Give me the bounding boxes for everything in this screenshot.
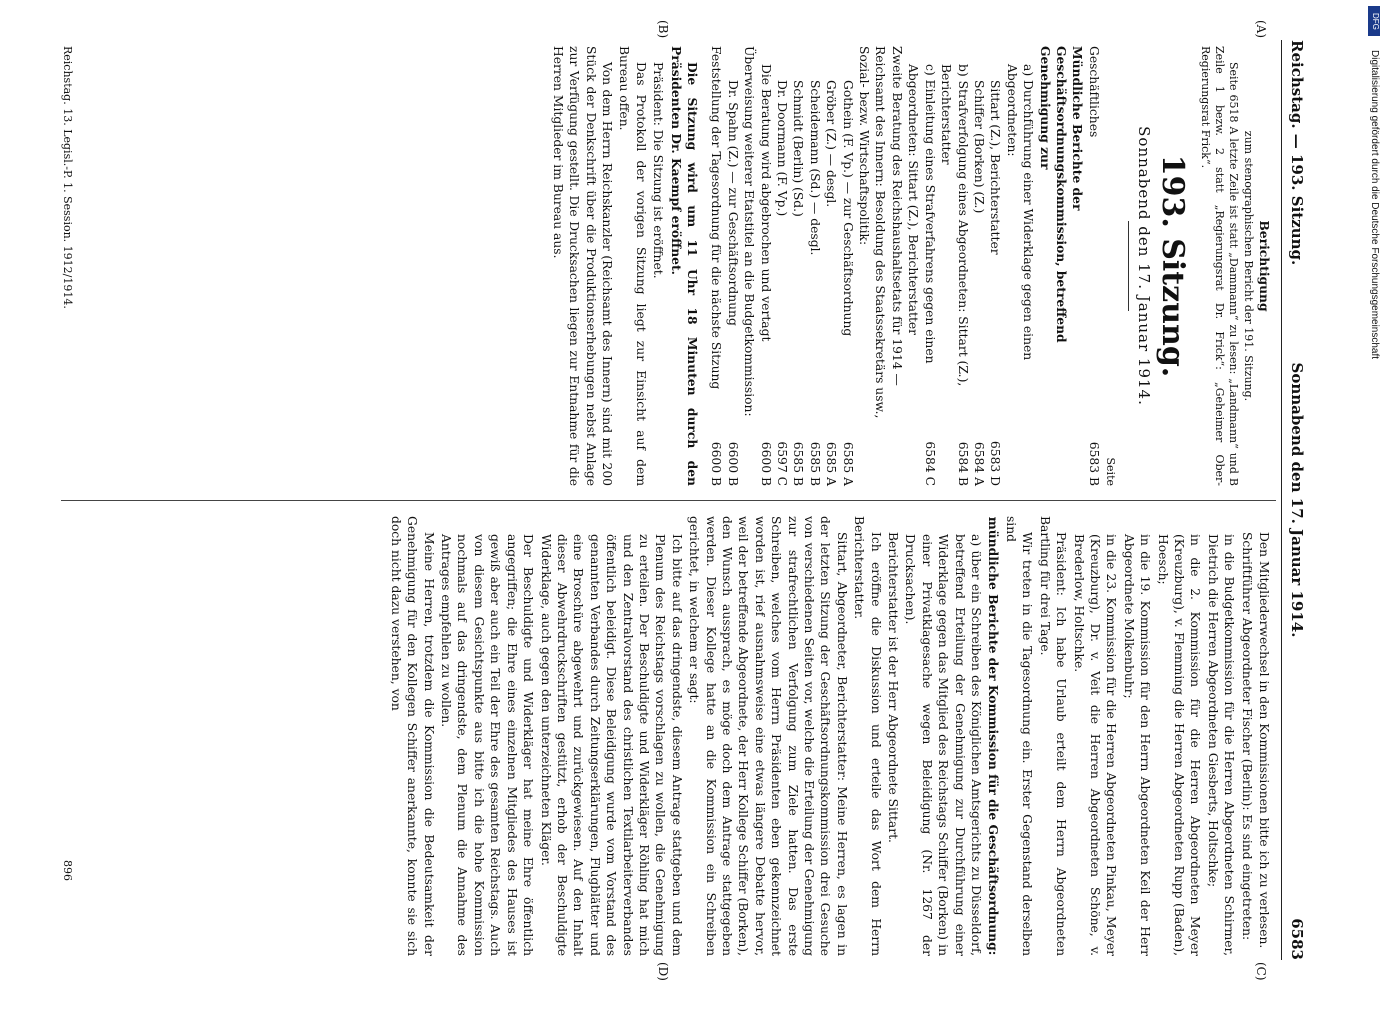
session-date: Sonnabend den 17. Januar 1914. [1134, 126, 1153, 406]
quote: Der Beschuldigte und Widerkläger hat meine Ehre öffentlich angegriffen; die Ehre eines einzelnen Mitgliedes des Hauses ist gewiß aber auch ein Teil der Ehre des gesamten Reichstags. Auch von diesem Gesichtspunkte aus bitte ich die hohe Kommission nochmals auf das dringendste, dem Plenum die Annahme des Antrages empfehlen zu wollen. [439, 534, 536, 956]
margin-label-c: (C) [1254, 962, 1268, 981]
paragraph: Meine Herren, trotzdem die Kommission die Bedeutsamkeit der Genehmigung für den Kollegen Schiffer anerkannte, konnte sie sich doch nicht dazu verstehen, von [388, 516, 436, 956]
document-page [50, 20, 1310, 981]
toc-entry: Dr. Spahn (Z.) — zur Geschäftsordnung 6600 B [725, 80, 740, 486]
correction-subtitle: zum stenographischen Bericht der 191. Sitzung. [1241, 130, 1255, 402]
session-title: 193. Sitzung. [1154, 154, 1190, 378]
page-number: 6583 [1288, 918, 1306, 960]
toc-entry: Die Beratung wird abgebrochen und vertagt 6600 B [758, 64, 773, 486]
left-column [548, 46, 1272, 486]
toc-entry: Schmidt (Berlin) (Sd.) 6585 B [791, 80, 806, 486]
correction-title: Berichtigung [1257, 220, 1272, 312]
paragraph: Sittart, Abgeordneter, Berichterstatter: Meine Herren, es lagen in der letzten Sitzung der Geschäftsordnungskommission drei Gesuche von verschiedenen Seiten vor, welche die Erteilung der Genehmigung zur strafrechtlichen Verfolgung zum Ziele hatten. Das erste Schreiben, welches vom Herrn Präsidenten eben gekennzeichnet worden ist, rief ausnahmsweise eine etwas längere Debatte hervor, weil der betreffende Abgeordnete, der Herr Kollege Schiffer (Borken), den Wunsch aussprach, es möge doch dem Antrage stattgegeben werden. Dieser Kollege hatte an die Kommission ein Schreiben gerichtet, in welchem er sagt: [687, 516, 849, 956]
paragraph: Schriftführer Abgeordneter Fischer (Berlin): Es sind eingetreten: [1239, 532, 1254, 941]
toc-entry: Schiffer (Borken) (Z.) 6584 A [971, 80, 986, 486]
list-item: in die 19. Kommission für den Herrn Abgeordneten Keil der Herr Abgeordnete Molkenbuhr; [1121, 534, 1153, 956]
toc-entry: Dr. Doormann (F. Vp.) 6597 C [775, 80, 790, 486]
list-item: in die Budgetkommission für die Herren Abgeordneten Schirmer, Dietrich die Herren Abgeordneten Giesberts, Holtschke; [1205, 534, 1237, 956]
opening-paragraph: Die Sitzung wird um 11 Uhr 18 Minuten durch den Präsidenten Dr. Kaempf eröffnet. [668, 46, 701, 486]
submission-paragraph: Von dem Herrn Reichskanzler (Reichsamt des Innern) sind mit 200 Stück der Denkschrift über die Produktionserhebungen nebst Anlage zur Verfügung gestellt. Die Drucksachen liegen zur Entnahme für die Herren Mitglieder im Bureau aus. [550, 46, 614, 486]
margin-label-b: (B) [656, 20, 670, 39]
list-item: in die 2. Kommission für die Herren Abgeordneten Meyer (Kreuzburg), v. Flemming die Herren Abgeordneten Rupp (Baden), Hoesch; [1155, 534, 1203, 956]
right-column [386, 516, 1272, 956]
toc-entry: Sittart (Z.), Berichterstatter 6583 D [988, 80, 1003, 486]
section-heading: mündliche Berichte der Kommission für die Geschäftsordnung: [986, 516, 1002, 956]
margin-label-a: (A) [1254, 20, 1268, 39]
quote: Ich bitte auf das dringendste, diesem Antrage stattgeben und dem Plenum des Reichstags vorschlagen zu wollen, die Genehmigung zu erteilen. Der Beschuldigte und Widerkläger Röhling hat mich und den Zentralvorstand des christlichen Textilarbeiterverbandes öffentlich beleidigt. Diese Beleidigung wurde vom Vorstand des genannten Verbandes durch Zeitungserklärungen, Flugblätter und eine Broschüre abgewehrt und zurückgewiesen. Auf den Inhalt dieser Abwehrdruckschriften gestützt, erhob der Beschuldigte Widerklage, auch gegen den unterzeichneten Kläger. [538, 534, 684, 956]
toc-entry: Zweite Beratung des Reichshaushaltsetats für 1914 — Reichsamt des Innern: Besoldung des Staatssekretärs usw., Sozial- bezw. Wirtschaftspolitik: [857, 46, 904, 419]
paragraph: Berichterstatter ist der Herr Abgeordnete Sittart. [886, 532, 901, 843]
paragraph: Wir treten in die Tagesordnung ein. Erster Gegenstand derselben sind [1003, 516, 1035, 956]
title-rule [1128, 221, 1129, 311]
paragraph: Ich eröffne die Diskussion und erteile das Wort dem Herrn Berichterstatter. [852, 516, 883, 956]
list-item: in die 23. Kommission für die Herren Abgeordneten Pinkau, Meyer (Kreuzburg), Dr. v. Veit die Herren Abgeordneten Schöne, v. Brederlow, Holtschke. [1071, 534, 1119, 956]
column-divider [61, 500, 1276, 501]
paragraph: a) über ein Schreiben des Königlichen Amtsgerichts zu Düsseldorf, betreffend Erteilung der Genehmigung zur Durchführung einer Widerklage gegen das Mitglied des Reichstags Schiffer (Borken) in einer Privatklagesache wegen Beleidigung (Nr. 1267 der Drucksachen). [903, 534, 984, 956]
toc-entry: b) Strafverfolgung eines Abgeordneten: Sittart (Z.), Berichterstatter 6584 B [939, 64, 970, 486]
toc-entry: Mündliche Berichte der Geschäftsordnungskommission, betreffend Genehmigung zur [1037, 46, 1086, 343]
margin-label-d: (D) [656, 962, 670, 981]
paragraph: Präsident: Ich habe Urlaub erteilt dem Herrn Abgeordneten Bartling für drei Tage. [1037, 516, 1069, 956]
sheet-number: 896 [61, 860, 74, 881]
toc-entry: Feststellung der Tagesordnung für die nächste Sitzung 6600 B [709, 46, 724, 486]
toc-page-label: Seite [1104, 457, 1118, 486]
toc-entry: Gothein (F. Vp.) — zur Geschäftsordnung 6585 A [840, 80, 855, 486]
correction-text: Seite 6518 A letzte Zeile ist statt „Dammann“ zu lesen: „Landmann“ und B Zeile 1 bezw. 2 statt „Regierungsrat Dr. Frick“: „Geheimer Ober-Regierungsrat Frick“. [1198, 46, 1240, 486]
toc-entry: Überweisung weiterer Etatstitel an die Budgetkommission: [742, 46, 757, 417]
toc-entry: a) Durchführung einer Widerklage gegen einen Abgeordneten: [1004, 64, 1036, 361]
header-left: Reichstag. — 193. Sitzung. [1288, 40, 1306, 266]
protocol-paragraph: Das Protokoll der vorigen Sitzung liegt zur Einsicht auf dem Bureau offen. [617, 46, 648, 486]
toc-entry: Scheidemann (Sd.) — desgl. 6585 B [807, 80, 822, 486]
header-center: Sonnabend den 17. Januar 1914. [1288, 362, 1306, 638]
toc-entry: Geschäftliches 6583 B [1086, 46, 1101, 486]
page-header [1284, 40, 1310, 960]
table-of-contents [708, 46, 1102, 486]
digitization-note [1366, 10, 1380, 990]
dfg-logo: DFG [1368, 6, 1380, 36]
paragraph: Den Mitgliederwechsel in den Kommissionen bitte ich zu verlesen. [1257, 532, 1271, 949]
page-footer: Reichstag. 13. Legisl.-P. 1. Session. 1912/1914. [61, 46, 74, 309]
toc-entry: Gröber (Z.) — desgl. 6585 A [824, 80, 839, 486]
header-rule [1281, 40, 1282, 960]
president-statement: Präsident: Die Sitzung ist eröffnet. [651, 62, 666, 279]
toc-entry: c) Einleitung eines Strafverfahrens gegen einen Abgeordneten: Sittart (Z.), Berichterstatter 6584 C [906, 64, 937, 486]
digitization-note-text: Digitalisierung gefördert durch die Deutsche Forschungsgemeinschaft [1369, 50, 1380, 360]
